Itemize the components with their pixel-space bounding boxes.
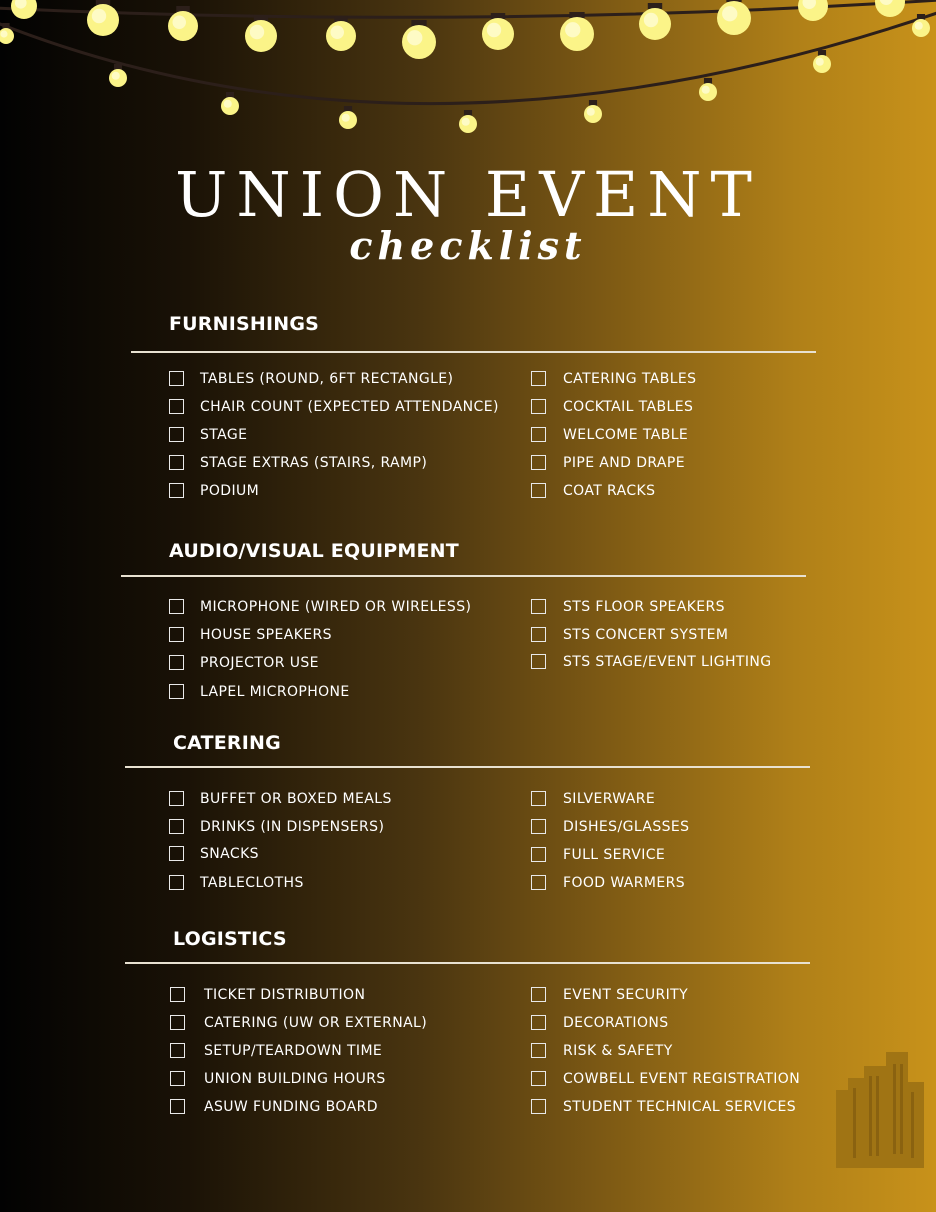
checkbox[interactable]	[170, 1071, 185, 1086]
checkbox[interactable]	[531, 1043, 546, 1058]
checkbox[interactable]	[531, 847, 546, 862]
checklist-item-label: TABLECLOTHS	[200, 875, 304, 891]
checkbox[interactable]	[169, 599, 184, 614]
checklist-item-label: DISHES/GLASSES	[563, 819, 690, 835]
checkbox[interactable]	[531, 455, 546, 470]
checkbox[interactable]	[531, 599, 546, 614]
checkbox[interactable]	[531, 483, 546, 498]
bulb-highlight	[702, 86, 710, 94]
checkbox[interactable]	[169, 791, 184, 806]
page-subtitle: checklist	[349, 223, 587, 268]
checklist-item-label: UNION BUILDING HOURS	[204, 1071, 386, 1087]
checkbox[interactable]	[169, 455, 184, 470]
checklist-item-label: ASUW FUNDING BOARD	[204, 1099, 378, 1115]
checklist-item-label: PODIUM	[200, 483, 260, 499]
checklist-item-label: STUDENT TECHNICAL SERVICES	[563, 1099, 796, 1115]
section-divider	[125, 766, 810, 768]
checkbox[interactable]	[169, 875, 184, 890]
bulb-highlight	[112, 72, 120, 80]
checkbox[interactable]	[531, 627, 546, 642]
light-wire-upper	[0, 0, 936, 17]
bulb-highlight	[250, 25, 264, 39]
checkbox[interactable]	[169, 371, 184, 386]
checklist-item-label: LAPEL MICROPHONE	[200, 684, 350, 700]
checklist-item-label: PROJECTOR USE	[200, 655, 319, 671]
bulb-highlight	[644, 13, 658, 27]
bulb-highlight	[565, 22, 580, 37]
checkbox[interactable]	[531, 1099, 546, 1114]
bulb-highlight	[331, 26, 345, 40]
checklist-item-label: COWBELL EVENT REGISTRATION	[563, 1071, 801, 1087]
checklist-item-label: SETUP/TEARDOWN TIME	[204, 1043, 383, 1059]
checkbox[interactable]	[169, 819, 184, 834]
section-divider	[125, 962, 810, 964]
checklist-item-label: CATERING (UW OR EXTERNAL)	[204, 1015, 428, 1031]
section-title: LOGISTICS	[173, 928, 287, 950]
bulb-highlight	[462, 118, 470, 126]
checklist-item-label: PIPE AND DRAPE	[563, 455, 685, 471]
checklist-item-label: STAGE	[200, 427, 248, 443]
checkbox[interactable]	[170, 987, 185, 1002]
checkbox[interactable]	[169, 399, 184, 414]
section-divider	[121, 575, 806, 577]
union-building-icon	[836, 1052, 926, 1170]
checkbox[interactable]	[531, 987, 546, 1002]
bulb-highlight	[224, 100, 232, 108]
checkbox[interactable]	[531, 791, 546, 806]
checklist-item-label: MICROPHONE (WIRED OR WIRELESS)	[200, 599, 472, 615]
checklist-item-label: WELCOME TABLE	[563, 427, 689, 443]
checklist-item-label: DRINKS (IN DISPENSERS)	[200, 819, 385, 835]
page-title: UNION EVENT	[175, 158, 761, 231]
checklist-item-label: STS CONCERT SYSTEM	[563, 627, 729, 643]
checklist-item-label: TABLES (ROUND, 6FT RECTANGLE)	[200, 371, 454, 387]
checklist-item-label: BUFFET OR BOXED MEALS	[200, 791, 392, 807]
checkbox[interactable]	[170, 1099, 185, 1114]
checklist-item-label: TICKET DISTRIBUTION	[204, 987, 366, 1003]
checklist-item-label: STS STAGE/EVENT LIGHTING	[563, 654, 772, 670]
light-wire-lower	[0, 12, 936, 104]
section-title: FURNISHINGS	[169, 313, 320, 335]
checkbox[interactable]	[169, 483, 184, 498]
checkbox[interactable]	[169, 427, 184, 442]
checkbox[interactable]	[169, 655, 184, 670]
checkbox[interactable]	[531, 819, 546, 834]
checklist-item-label: STAGE EXTRAS (STAIRS, RAMP)	[200, 455, 428, 471]
checklist-item-label: STS FLOOR SPEAKERS	[563, 599, 725, 615]
bulb-highlight	[342, 114, 350, 122]
checklist-item-label: SILVERWARE	[563, 791, 656, 807]
bulb-highlight	[92, 9, 106, 23]
bulb-highlight	[487, 23, 501, 37]
checkbox[interactable]	[531, 875, 546, 890]
string-lights-decoration	[0, 0, 936, 140]
checklist-item-label: CATERING TABLES	[563, 371, 697, 387]
checkbox[interactable]	[169, 684, 184, 699]
bulb-highlight	[0, 30, 7, 37]
checklist-item-label: COCKTAIL TABLES	[563, 399, 694, 415]
checklist-item-label: FULL SERVICE	[563, 847, 666, 863]
checklist-item-label: HOUSE SPEAKERS	[200, 627, 332, 643]
checkbox[interactable]	[531, 1015, 546, 1030]
checkbox[interactable]	[531, 1071, 546, 1086]
bulb-highlight	[816, 58, 824, 66]
checkbox[interactable]	[169, 846, 184, 861]
checkbox[interactable]	[531, 399, 546, 414]
checkbox[interactable]	[531, 427, 546, 442]
checklist-item-label: COAT RACKS	[563, 483, 656, 499]
section-title: CATERING	[173, 732, 281, 754]
bulb-highlight	[915, 22, 923, 30]
checklist-item-label: FOOD WARMERS	[563, 875, 686, 891]
checklist-item-label: RISK & SAFETY	[563, 1043, 673, 1059]
bulb-highlight	[722, 6, 737, 21]
checkbox[interactable]	[169, 627, 184, 642]
checklist-item-label: EVENT SECURITY	[563, 987, 689, 1003]
bulb-highlight	[173, 16, 187, 30]
checklist-item-label: SNACKS	[200, 846, 259, 862]
checkbox[interactable]	[170, 1015, 185, 1030]
checkbox[interactable]	[531, 654, 546, 669]
bulb-highlight	[587, 108, 595, 116]
checkbox[interactable]	[531, 371, 546, 386]
checklist-item-label: CHAIR COUNT (EXPECTED ATTENDANCE)	[200, 399, 499, 415]
section-divider	[131, 351, 816, 353]
bulb-highlight	[407, 30, 422, 45]
section-title: AUDIO/VISUAL EQUIPMENT	[169, 540, 459, 562]
checkbox[interactable]	[170, 1043, 185, 1058]
checklist-item-label: DECORATIONS	[563, 1015, 669, 1031]
